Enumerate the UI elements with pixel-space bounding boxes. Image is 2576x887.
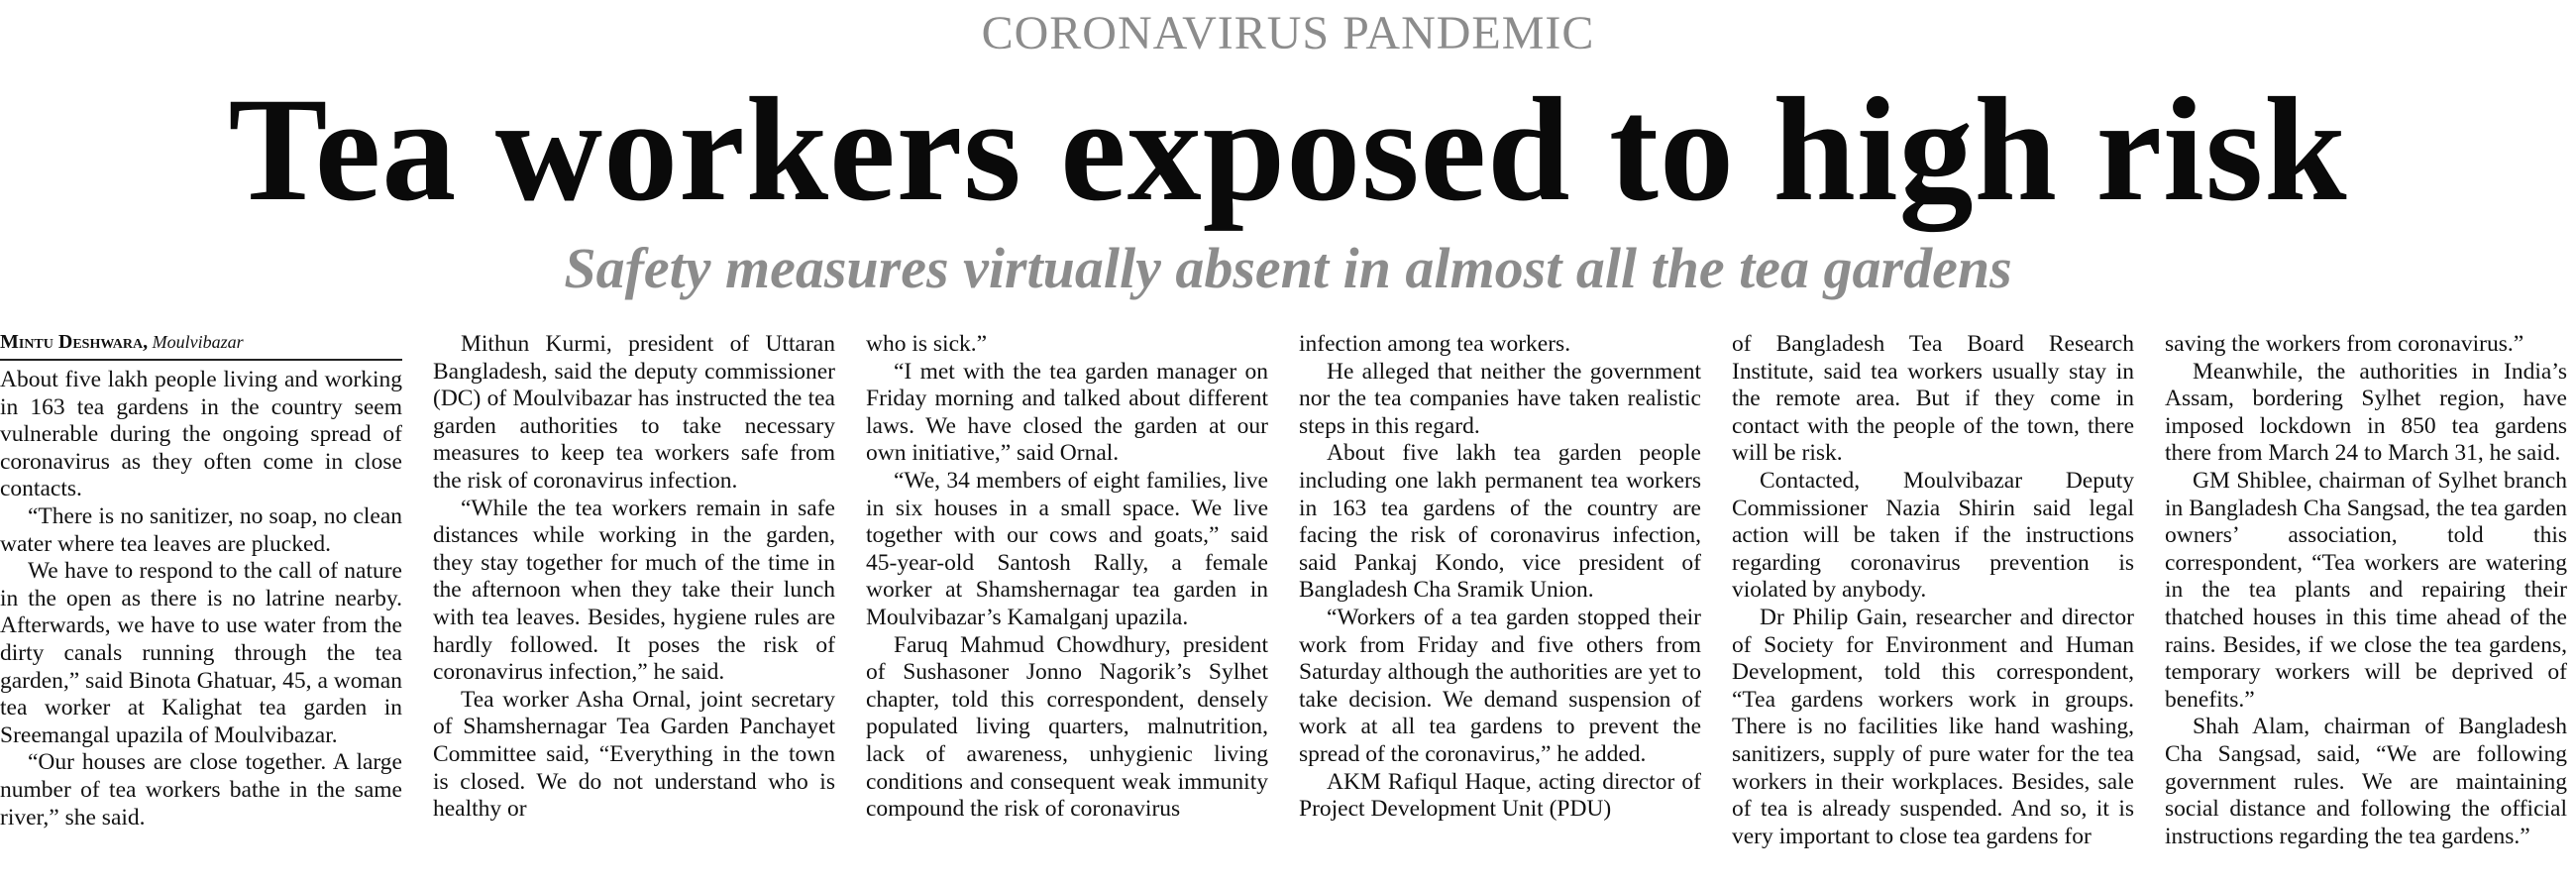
- article-column-3: [866, 331, 1268, 887]
- paragraph: “We, 34 members of eight families, live in six houses in a small space. We live together with our cows and goats,” said 45-year-old Santosh Rally, a female worker at Shamshernagar tea garden in Moulvibazar’s Kamalganj upazila.: [866, 467, 1268, 630]
- paragraph: Faruq Mahmud Chowdhury, president of Sushasoner Jonno Nagorik’s Sylhet chapter, told this correspondent, densely populated living quarters, malnutrition, lack of awareness, unhygienic living conditions and consequent weak immunity compound the risk of coronavirus: [866, 631, 1268, 823]
- paragraph: He alleged that neither the government nor the tea companies have taken realistic steps in this regard.: [1299, 358, 1701, 439]
- paragraph: Contacted, Moulvibazar Deputy Commissioner Nazia Shirin said legal action will be taken if the instructions regarding coronavirus prevention is violated by anybody.: [1732, 467, 2134, 604]
- paragraph: Shah Alam, chairman of Bangladesh Cha Sangsad, said, “We are following government rules. We are maintaining social distance and following the official instructions regarding the tea gardens.”: [2165, 714, 2567, 849]
- paragraph: Tea worker Asha Ornal, joint secretary of Shamshernagar Tea Garden Panchayet Committee said, “Everything in the town is closed. We do not understand who is healthy or: [433, 686, 835, 823]
- byline-author: Mintu Deshwara,: [0, 331, 149, 353]
- paragraph: of Bangladesh Tea Board Research Institute, said tea workers usually stay in the remote area. But if they come in contact with the people of the town, there will be risk.: [1732, 331, 2134, 467]
- article-column-6: [2165, 331, 2567, 887]
- paragraph: Meanwhile, the authorities in India’s Assam, bordering Sylhet region, have imposed lockdown in 850 tea gardens there from March 24 to March 31, he said.: [2165, 358, 2567, 467]
- paragraph: AKM Rafiqul Haque, acting director of Project Development Unit (PDU): [1299, 768, 1701, 823]
- paragraph: saving the workers from coronavirus.”: [2165, 331, 2524, 357]
- byline-location: Moulvibazar: [152, 332, 244, 352]
- paragraph: “Workers of a tea garden stopped their work from Friday and five others from Saturday although the authorities are yet to take decision. We demand suspension of work at all tea gardens to prevent the spread of the coronavirus,” he added.: [1299, 604, 1701, 767]
- paragraph: About five lakh tea garden people including one lakh permanent tea workers in 163 tea gardens of the country are facing the risk of coronavirus infection, said Pankaj Kondo, vice president of Bangladesh Cha Sramik Union.: [1299, 440, 1701, 604]
- article-column-5: [1732, 331, 2134, 887]
- paragraph: “While the tea workers remain in safe distances while working in the garden, they stay together for much of the time in the afternoon when they take their lunch with tea leaves. Besides, hygiene rules are hardly followed. It poses the risk of coronavirus infection,” he said.: [433, 495, 835, 686]
- paragraph: who is sick.”: [866, 331, 988, 357]
- paragraph: We have to respond to the call of nature in the open as there is no latrine nearby. Afterwards, we have to use water from the dirty canals running through the tea garden,” said Binota Ghatuar, 45, a woman tea worker at Kalighat tea garden in Sreemangal upazila of Moulvibazar.: [0, 558, 402, 748]
- paragraph: “There is no sanitizer, no soap, no clean water where tea leaves are plucked.: [0, 502, 402, 557]
- paragraph: About five lakh people living and working in 163 tea gardens in the country seem vulnerable during the ongoing spread of coronavirus as they often come in close contacts.: [0, 367, 402, 502]
- article-column-2: [433, 331, 835, 887]
- byline: [0, 331, 402, 361]
- section-kicker: CORONAVIRUS PANDEMIC: [981, 7, 1595, 59]
- headline: Tea workers exposed to high risk: [228, 67, 2348, 232]
- article-column-4: [1299, 331, 1701, 887]
- article-body: [0, 331, 2576, 887]
- article-column-1: [0, 331, 402, 887]
- subheadline: Safety measures virtually absent in almost all the tea gardens: [564, 236, 2012, 300]
- paragraph: “I met with the tea garden manager on Friday morning and talked about different laws. We have closed the garden at our own initiative,” said Ornal.: [866, 358, 1268, 467]
- paragraph: “Our houses are close together. A large number of tea workers bathe in the same river,” she said.: [0, 749, 402, 831]
- paragraph: GM Shiblee, chairman of Sylhet branch in Bangladesh Cha Sangsad, the tea garden owners’ association, told this correspondent, “Tea workers are watering in the tea plants and repairing their thatched houses in this time ahead of the rains. Besides, if we close the tea gardens, temporary workers will be deprived of benefits.”: [2165, 467, 2567, 713]
- paragraph: Dr Philip Gain, researcher and director of Society for Environment and Human Development, told this correspondent, “Tea gardens workers work in groups. There is no facilities like hand washing, sanitizers, supply of pure water for the tea workers in their workplaces. Besides, sale of tea is already suspended. And so, it is very important to close tea gardens for: [1732, 604, 2134, 849]
- paragraph: Mithun Kurmi, president of Uttaran Bangladesh, said the deputy commissioner (DC) of Moulvibazar has instructed the tea garden authorities to take necessary measures to keep tea workers safe from the risk of coronavirus infection.: [433, 331, 835, 494]
- paragraph: infection among tea workers.: [1299, 331, 1571, 357]
